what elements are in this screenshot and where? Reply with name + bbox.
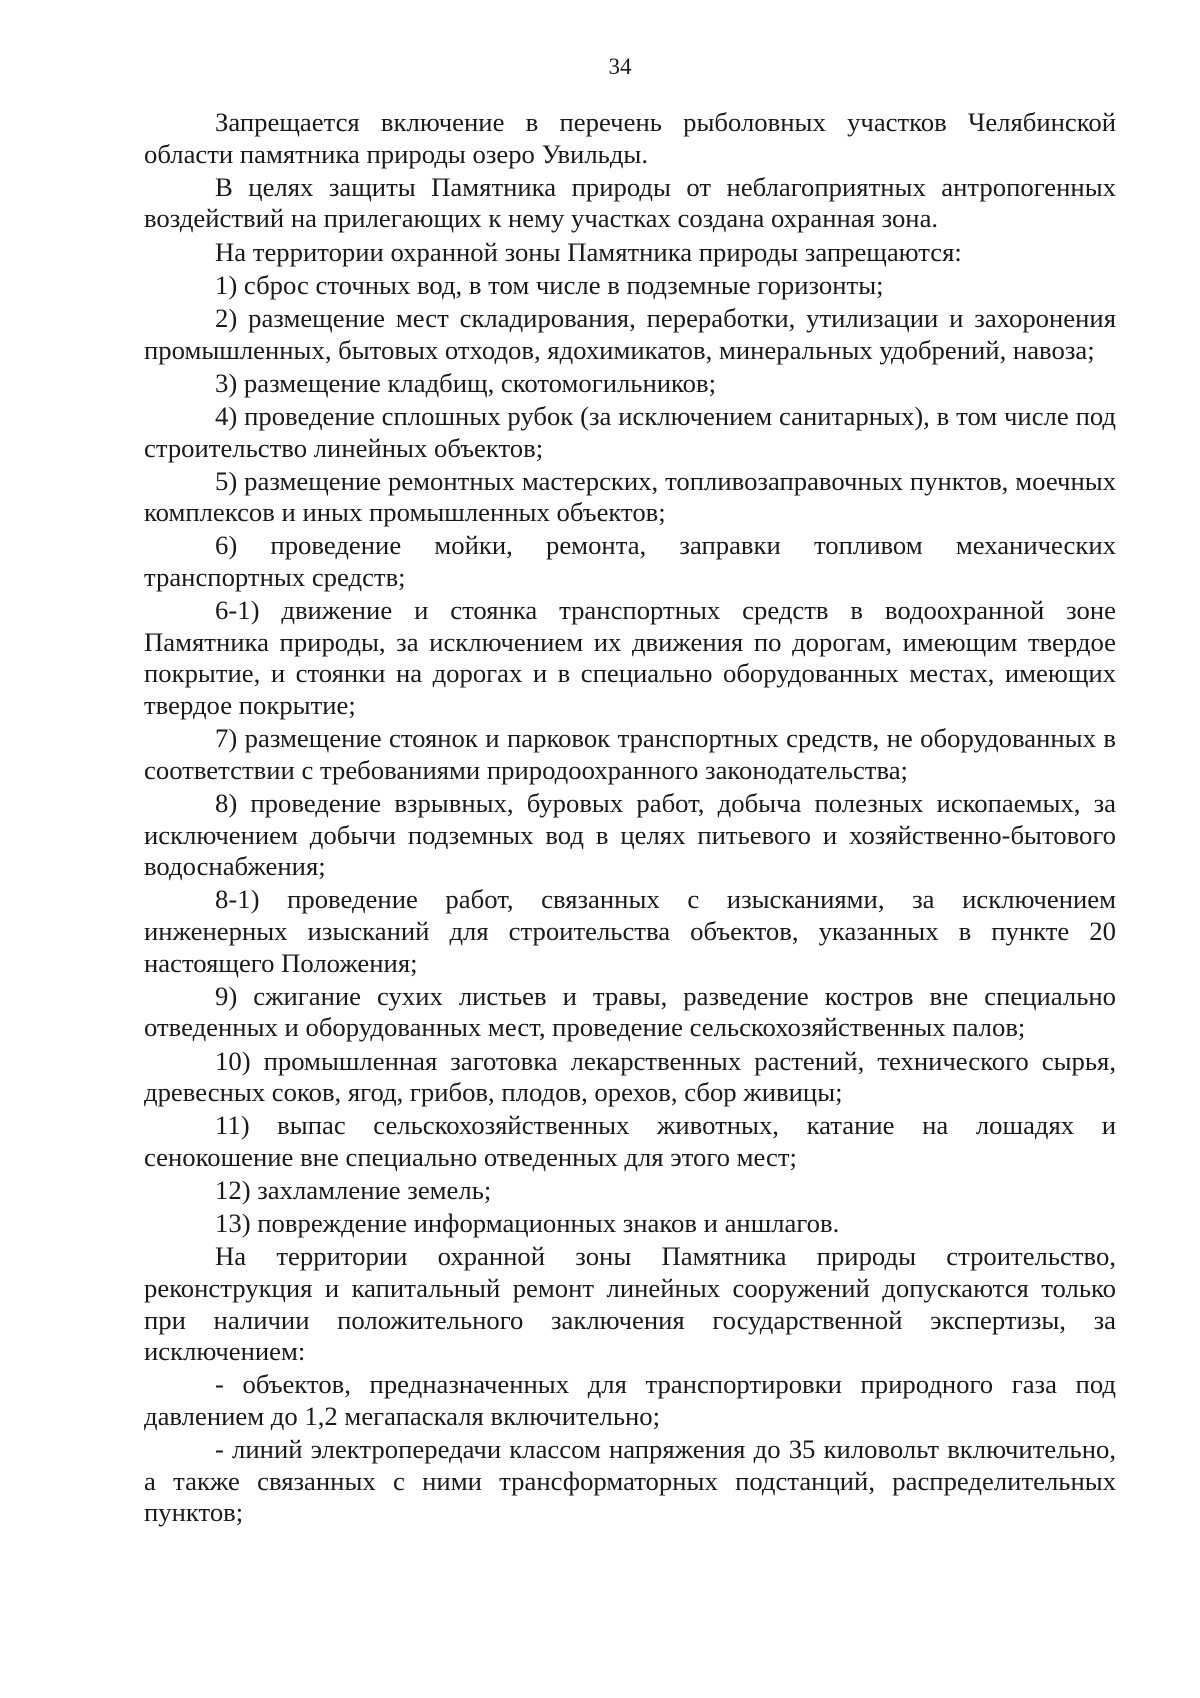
list-item: 1) сброс сточных вод, в том числе в подземные горизонты; <box>215 269 884 300</box>
list-item: 6) проведение мойки, ремонта, заправки топливом механических транспортных средств; <box>144 530 1116 593</box>
list-item: 3) размещение кладбищ, скотомогильников; <box>215 367 717 398</box>
list-item: 8) проведение взрывных, буровых работ, добыча полезных ископаемых, за исключением добычи подземных вод в целях питьевого и хозяйственно-бытового водоснабжения; <box>144 788 1116 882</box>
paragraph: На территории охранной зоны Памятника природы запрещаются: <box>215 236 962 267</box>
list-item: 11) выпас сельскохозяйственных животных, катание на лошадях и сенокошение вне специально отведенных для этого мест; <box>144 1110 1116 1172</box>
list-item: - объектов, предназначенных для транспортировки природного газа под давлением до 1,2 мегапаскаля включительно; <box>144 1369 1116 1432</box>
list-item: 5) размещение ремонтных мастерских, топливозаправочных пунктов, моечных комплексов и иных промышленных объектов; <box>144 465 1116 528</box>
document-body <box>144 107 1116 1531</box>
list-item: 13) повреждение информационных знаков и аншлагов. <box>215 1208 840 1239</box>
paragraph: На территории охранной зоны Памятника природы строительство, реконструкция и капитальный ремонт линейных сооружений допускаются только при наличии положительного заключения государственной экспертизы, за исключением: <box>144 1241 1116 1367</box>
list-item: 4) проведение сплошных рубок (за исключением санитарных), в том числе под строительство линейных объектов; <box>144 400 1116 463</box>
list-item: - линий электропередачи классом напряжения до 35 киловольт включительно, а также связанных с ними трансформаторных подстанций, распределительных пунктов; <box>144 1434 1116 1528</box>
page-number: 34 <box>608 54 632 79</box>
list-item: 9) сжигание сухих листьев и травы, разведение костров вне специально отведенных и оборудованных мест, проведение сельскохозяйственных палов; <box>144 980 1116 1043</box>
list-item: 7) размещение стоянок и парковок транспортных средств, не оборудованных в соответствии с требованиями природоохранного законодательства; <box>144 723 1116 785</box>
list-item: 12) захламление земель; <box>215 1175 492 1206</box>
list-item: 2) размещение мест складирования, переработки, утилизации и захоронения промышленных, бытовых отходов, ядохимикатов, минеральных удобрений, навоза; <box>144 302 1116 365</box>
paragraph: Запрещается включение в перечень рыболовных участков Челябинской области памятника природы озеро Увильды. <box>144 107 1116 169</box>
paragraph: В целях защиты Памятника природы от неблагоприятных антропогенных воздействий на прилегающих к нему участках создана охранная зона. <box>144 171 1116 234</box>
list-item: 8-1) проведение работ, связанных с изысканиями, за исключением инженерных изысканий для строительства объектов, указанных в пункте 20 настоящего Положения; <box>144 884 1116 978</box>
list-item: 10) промышленная заготовка лекарственных растений, технического сырья, древесных соков, ягод, грибов, плодов, орехов, сбор живицы; <box>144 1045 1116 1108</box>
list-item: 6-1) движение и стоянка транспортных средств в водоохранной зоне Памятника природы, за исключением их движения по дорогам, имеющим твердое покрытие, и стоянки на дорогах и в специально оборудованных местах, имеющих твердое покрытие; <box>144 595 1116 721</box>
